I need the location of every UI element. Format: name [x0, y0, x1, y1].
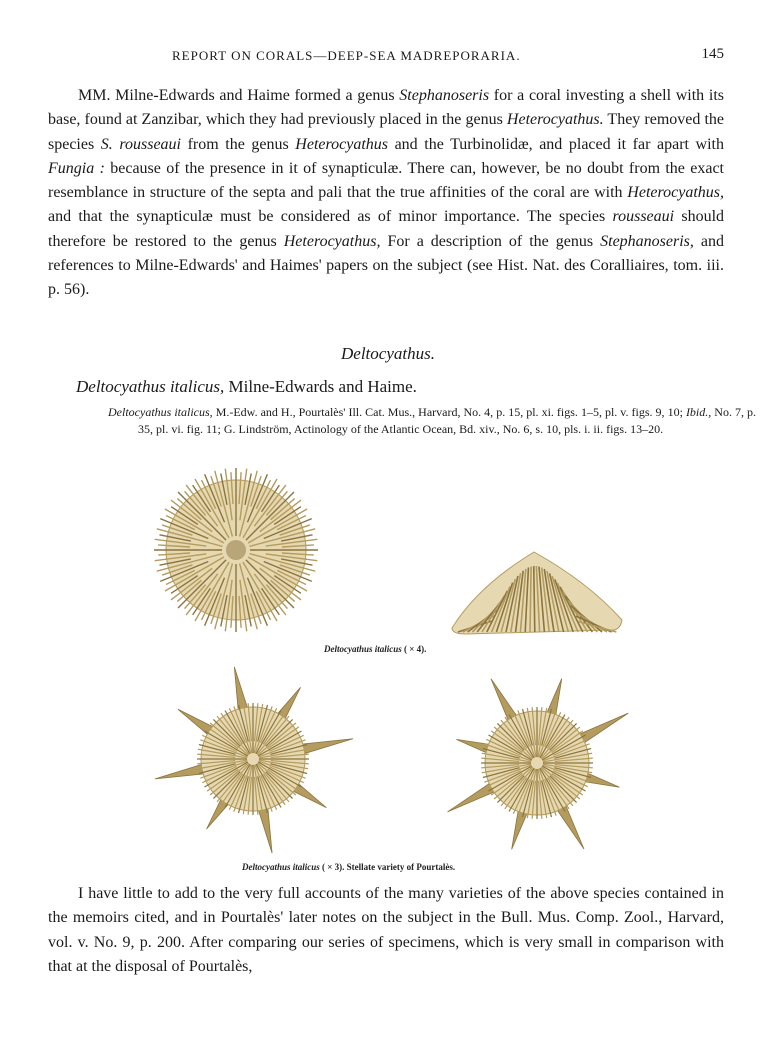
closing-paragraph: I have little to add to the very full accounts of the many varieties of the above species contained in the memoirs cited, and in Pourtalès' later notes on the subject in the Bull. Mus. Comp. Zool., Harvard, vol. v. No. 9, p. 200. After comparing our series of specimens, which is very small in comparison with that at the disposal of Pourtalès,	[48, 885, 724, 975]
references-paragraph: Deltocyathus italicus, M.-Edw. and H., Pourtalès' Ill. Cat. Mus., Harvard, No. 4, p. 15, pl. xi. figs. 1–5, pl. v. figs. 9, 10; Ibid., No. 7, p. 35, pl. vi. fig. 11; G. Lindström, Actinology of the Atlantic Ocean, Bd. xiv., No. 6, s. 10, pls. i. ii. figs. 13–20.	[108, 405, 756, 436]
page-number: 145	[701, 46, 724, 62]
coral-top-view-illustration	[156, 462, 316, 638]
intro-paragraph: MM. Milne-Edwards and Haime formed a genus Stephanoseris for a coral investing a shell with its base, found at Zanzibar, which they had previously placed in the genus Heterocyathus. They removed the species S. rousseaui from the genus Heterocyathus and the Turbinolidæ, and placed it far apart with Fungia : because of the presence in it of synapticulæ. There can, however, be no doubt from the exact resemblance in structure of the septa and pali that the true affinities of the coral are with Heterocyathus, and that the synapticulæ must be considered as of minor importance. The species rousseaui should therefore be restored to the genus Heterocyathus, For a description of the genus Stephanoseris, and references to Milne-Edwards' and Haimes' papers on the subject (see Hist. Nat. des Coralliaires, tom. iii. p. 56).	[48, 87, 725, 299]
coral-side-view-illustration	[448, 546, 626, 638]
stellate-coral-illustration-left	[150, 664, 356, 854]
figure-caption-2: Deltocyathus italicus ( × 3). Stellate variety of Pourtalès.	[242, 862, 456, 872]
figure-caption-1: Deltocyathus italicus ( × 4).	[324, 644, 427, 654]
species-heading: Deltocyathus italicus, Milne-Edwards and Haime.	[76, 377, 417, 396]
running-head: REPORT ON CORALS—DEEP-SEA MADREPORARIA.	[172, 48, 521, 63]
genus-heading: Deltocyathus.	[341, 344, 435, 363]
stellate-coral-illustration-right	[432, 670, 642, 856]
